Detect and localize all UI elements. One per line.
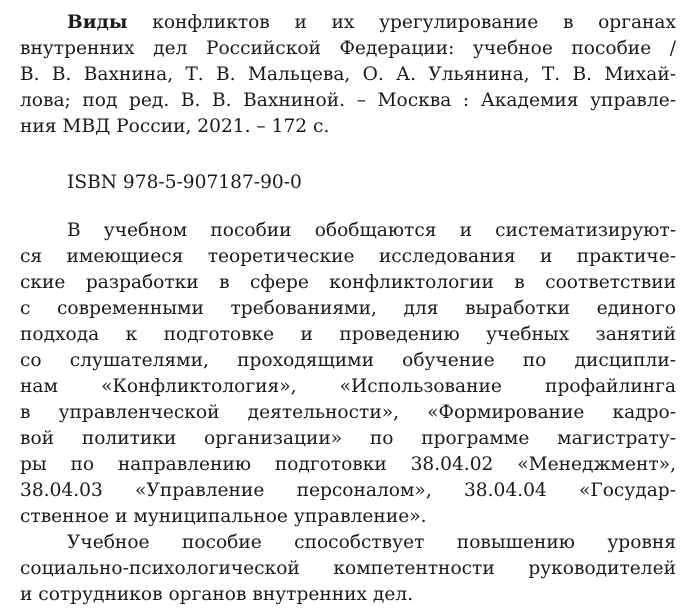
bib-line-5: ния МВД России, 2021. – 172 с.: [20, 116, 330, 137]
abstract-line: ственное и муниципальное управление».: [20, 506, 427, 527]
abstract-line: В учебном пособии обобщаются и систематизируют-: [67, 220, 676, 241]
abstract-line: подхода к подготовке и проведению учебных занятий: [20, 324, 676, 345]
isbn: ISBN 978-5-907187-90-0: [67, 172, 302, 193]
bib-line-4: лова; под ред. В. В. Вахниной. – Москва : Академия управле-: [20, 90, 676, 111]
abstract-line: Учебное пособие способствует повышению уровня: [67, 532, 676, 553]
bib-line-2: внутренних дел Российской Федерации: учебное пособие /: [20, 38, 676, 59]
abstract-line: 38.04.03 «Управление персоналом», 38.04.04 «Государ-: [20, 480, 676, 501]
abstract-line: ры по направлению подготовки 38.04.02 «Менеджмент»,: [20, 454, 676, 475]
abstract-line: ские разработки в сфере конфликтологии в соответствии: [20, 272, 676, 293]
bib-line-1-text: конфликтов и их урегулирование в органах: [127, 12, 676, 33]
abstract-line: с современными требованиями, для выработки единого: [20, 298, 676, 319]
abstract-line: ся имеющиеся теоретические исследования и практиче-: [20, 246, 676, 267]
bib-line-3: В. В. Вахнина, Т. В. Мальцева, О. А. Ульянина, Т. В. Михай-: [20, 64, 676, 85]
abstract-line: и сотрудников органов внутренних дел.: [20, 584, 414, 605]
abstract-line: в управленческой деятельности», «Формирование кадро-: [20, 402, 676, 423]
title-bold: Виды: [67, 12, 128, 33]
abstract-line: со слушателями, проходящими обучение по дисципли-: [20, 350, 676, 371]
bib-line-1: [67, 10, 676, 36]
abstract-line: социально-психологической компетентности руководителей: [20, 558, 676, 579]
abstract-line: нам «Конфликтология», «Использование профайлинга: [20, 376, 676, 397]
abstract-line: вой политики организации» по программе магистрату-: [20, 428, 676, 449]
